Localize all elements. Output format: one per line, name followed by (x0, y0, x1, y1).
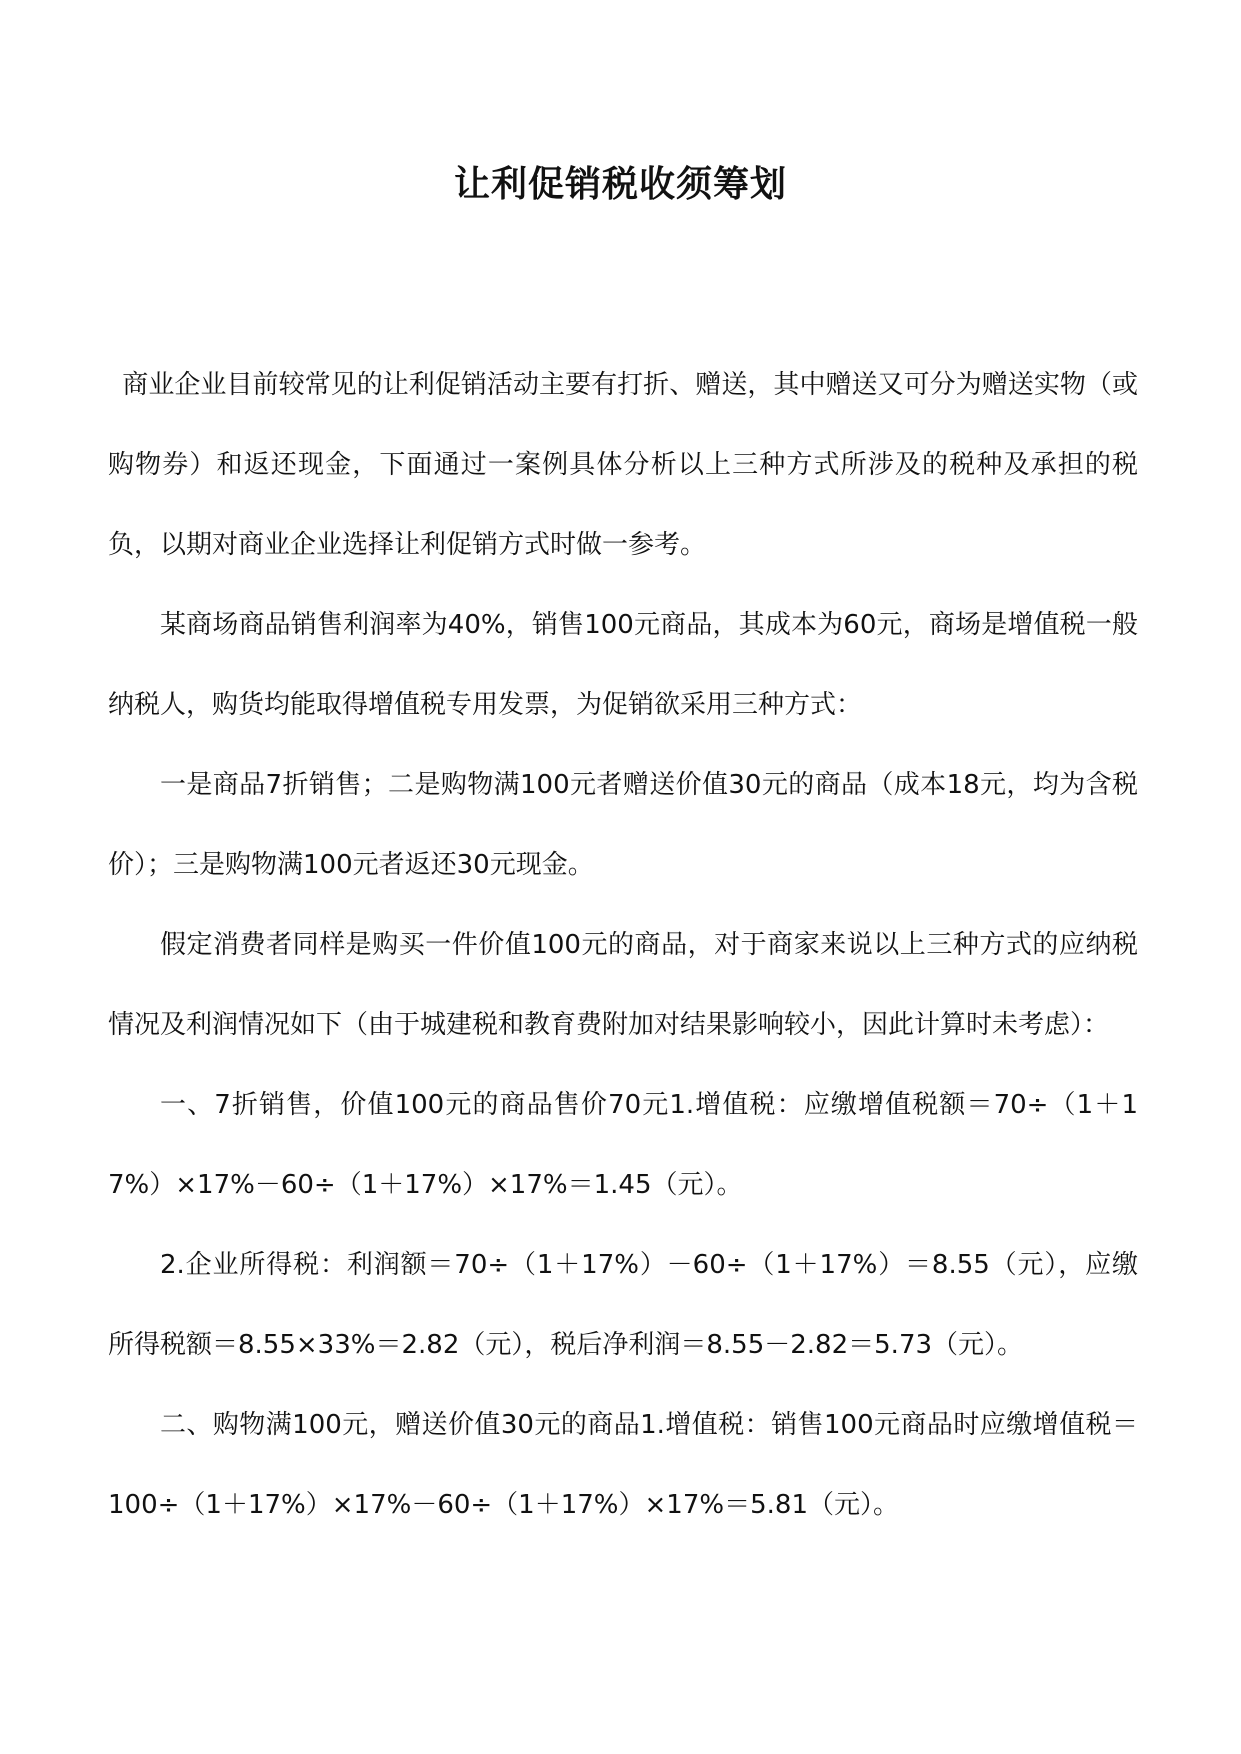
paragraph-three-methods: 一是商品7折销售；二是购物满100元者赠送价值30元的商品（成本18元，均为含税价）；三是购物满100元者返还30元现金。 (108, 770, 1138, 880)
paragraph-method-two-vat: 二、购物满100元，赠送价值30元的商品1.增值税：销售100元商品时应缴增值税＝100÷（1＋17%）×17%－60÷（1＋17%）×17%＝5.81（元）。 (108, 1410, 1138, 1520)
document-title: 让利促销税收须筹划 (453, 163, 787, 205)
paragraph-method-one-income-tax: 2.企业所得税：利润额＝70÷（1＋17%）－60÷（1＋17%）＝8.55（元），应缴所得税额＝8.55×33%＝2.82（元），税后净利润＝8.55－2.82＝5.73（元）。 (108, 1250, 1138, 1360)
paragraph-assumption: 假定消费者同样是购买一件价值100元的商品，对于商家来说以上三种方式的应纳税情况及利润情况如下（由于城建税和教育费附加对结果影响较小，因此计算时未考虑）： (108, 930, 1138, 1040)
document-body (108, 345, 1138, 1545)
paragraph-case-setup: 某商场商品销售利润率为40%，销售100元商品，其成本为60元，商场是增值税一般纳税人，购货均能取得增值税专用发票，为促销欲采用三种方式： (108, 610, 1138, 720)
paragraph-method-one-vat: 一、7折销售，价值100元的商品售价70元1.增值税：应缴增值税额＝70÷（1＋17%）×17%－60÷（1＋17%）×17%＝1.45（元）。 (108, 1090, 1138, 1200)
paragraph-intro: 商业企业目前较常见的让利促销活动主要有打折、赠送，其中赠送又可分为赠送实物（或购物券）和返还现金，下面通过一案例具体分析以上三种方式所涉及的税种及承担的税负，以期对商业企业选择让利促销方式时做一参考。 (108, 370, 1138, 560)
